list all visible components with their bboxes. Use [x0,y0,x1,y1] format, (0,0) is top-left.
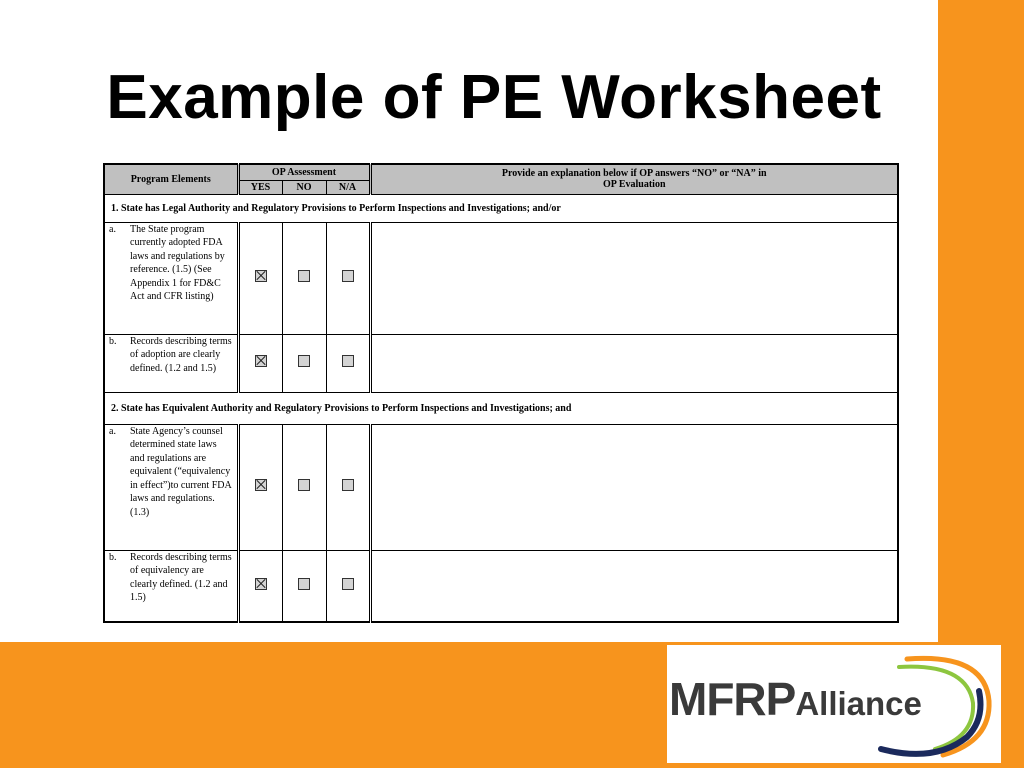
mfrp-alliance-logo [667,645,1001,763]
program-element-cell [104,424,238,550]
item-label: b. [109,335,117,347]
header-no: NO [282,180,326,194]
yes-checkbox[interactable] [255,578,267,590]
table-row [104,334,898,392]
header-op-assessment: OP Assessment [238,164,370,180]
table-row [104,550,898,622]
program-element-cell [104,222,238,334]
no-checkbox[interactable] [298,578,310,590]
header-explanation-line1: Provide an explanation below if OP answers “NO” or “NA” in [501,168,767,180]
item-label: a. [109,223,116,235]
yes-checkbox[interactable] [255,270,267,282]
yes-checkbox[interactable] [255,355,267,367]
header-yes: YES [238,180,282,194]
na-checkbox[interactable] [342,578,354,590]
no-checkbox[interactable] [298,270,310,282]
program-element-cell [104,334,238,392]
header-program-elements: Program Elements [104,164,238,194]
na-checkbox[interactable] [342,479,354,491]
item-label: a. [109,425,116,437]
table-row [104,222,898,334]
explanation-field[interactable] [370,334,898,392]
logo-text-mfrp: MFRP [669,673,796,725]
table-row [104,424,898,550]
logo-text-alliance: Alliance [795,685,922,722]
explanation-field[interactable] [370,222,898,334]
section-heading: 1. State has Legal Authority and Regulatory Provisions to Perform Inspections and Investigations; and/or [104,194,898,222]
logo-wordmark [667,672,1001,726]
no-checkbox[interactable] [298,479,310,491]
header-na: N/A [326,180,370,194]
na-checkbox[interactable] [342,270,354,282]
item-text: State Agency’s counsel determined state laws and regulations are equivalent (“equivalency in effect”)to current FDA laws and regulations. (1.3) [130,425,232,519]
item-label: b. [109,551,117,563]
item-text: The State program currently adopted FDA laws and regulations by reference. (1.5) (See Appendix 1 for FD&C Act and CFR listing) [130,223,225,303]
yes-checkbox[interactable] [255,479,267,491]
slide-title: Example of PE Worksheet [106,63,882,132]
header-explanation [370,164,898,194]
item-text: Records describing terms of adoption are clearly defined. (1.2 and 1.5) [130,335,232,374]
section-heading: 2. State has Equivalent Authority and Regulatory Provisions to Perform Inspections and Investigations; and [104,392,898,424]
explanation-field[interactable] [370,424,898,550]
item-text: Records describing terms of equivalency are clearly defined. (1.2 and 1.5) [130,551,232,604]
program-element-cell [104,550,238,622]
no-checkbox[interactable] [298,355,310,367]
pe-worksheet-table [103,163,899,622]
explanation-field[interactable] [370,550,898,622]
na-checkbox[interactable] [342,355,354,367]
header-explanation-line2: OP Evaluation [602,179,666,191]
